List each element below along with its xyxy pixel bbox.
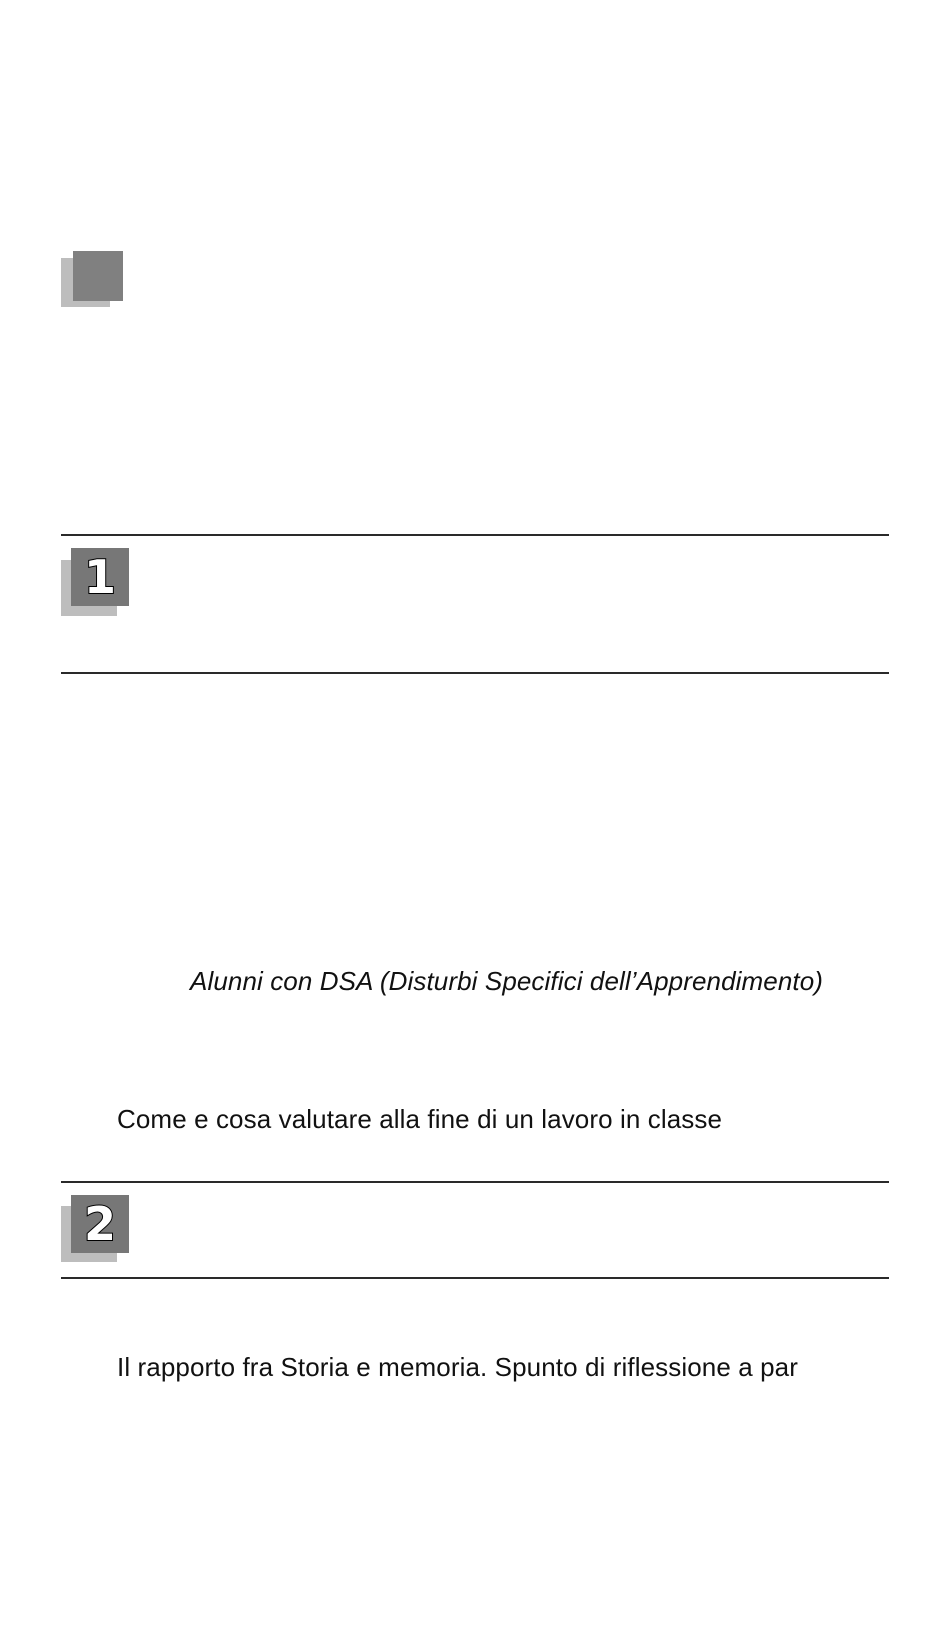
section-1-badge xyxy=(71,548,129,606)
section-1-bottom-rule xyxy=(61,672,889,674)
line-history: Il rapporto fra Storia e memoria. Spunto di riflessione a par xyxy=(117,1352,798,1382)
section-2-top-rule xyxy=(61,1181,889,1183)
section-1-number: 1 xyxy=(83,550,116,604)
section-2-number: 2 xyxy=(83,1197,116,1251)
section-2-badge xyxy=(71,1195,129,1253)
section-1-top-rule xyxy=(61,534,889,536)
decorative-square-icon xyxy=(73,251,123,301)
section-2-bottom-rule xyxy=(61,1277,889,1279)
subheading-dsa: Alunni con DSA (Disturbi Specifici dell’Apprendimento) xyxy=(190,966,824,996)
line-evaluation: Come e cosa valutare alla fine di un lavoro in classe xyxy=(117,1104,723,1134)
